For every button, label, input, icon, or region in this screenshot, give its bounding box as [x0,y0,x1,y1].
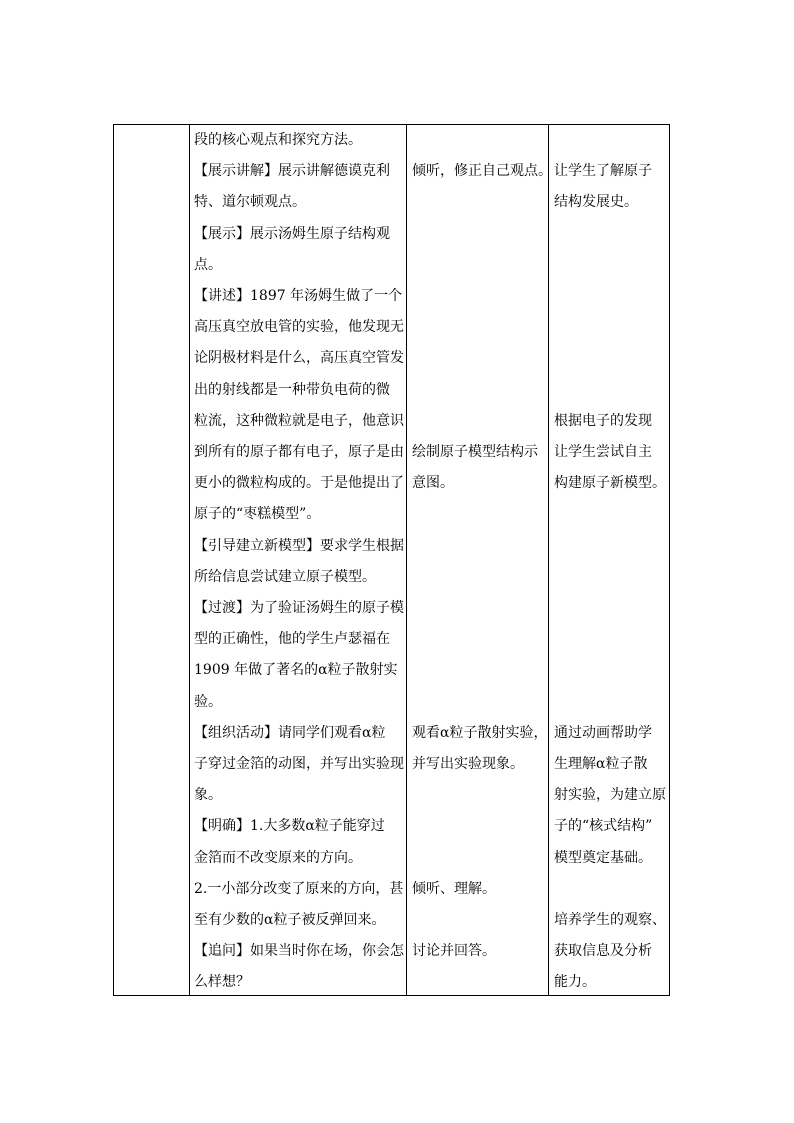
column-divider [548,125,549,995]
teacher-activity-line: 【展示】展示汤姆生原子结构观 [194,225,390,242]
teacher-activity-line: 出的射线都是一种带负电荷的微 [194,381,390,398]
column-divider [189,125,190,995]
teacher-activity-line: 【追问】如果当时你在场，你会怎 [194,943,404,960]
teacher-activity-line: 特、道尔顿观点。 [194,194,306,211]
student-activity-line: 意图。 [412,475,454,492]
design-intent-line: 根据电子的发现 [554,412,652,429]
teacher-activity-line: 【展示讲解】展示讲解德谟克利 [194,163,390,180]
design-intent-line: 能力。 [554,974,596,991]
column-divider [406,125,407,995]
teacher-activity-line: 金箔而不改变原来的方向。 [194,849,362,866]
student-activity-line: 绘制原子模型结构示 [412,444,538,460]
design-intent-line: 让学生尝试自主 [554,444,652,460]
design-intent-line: 让学生了解原子 [554,163,652,180]
design-intent-line: 结构发展史。 [554,194,638,211]
teacher-activity-line: 【组织活动】请同学们观看α粒 [194,724,386,741]
teacher-activity-line: 2.一小部分改变了原来的方向，甚 [194,880,404,897]
student-activity-line: 倾听、理解。 [412,880,496,897]
teacher-activity-line: 验。 [194,693,222,710]
teacher-activity-line: 【讲述】1897 年汤姆生做了一个 [194,288,403,304]
student-activity-line: 倾听，修正自己观点。 [412,163,552,180]
design-intent-line: 生理解α粒子散 [554,756,648,772]
teacher-activity-line: 到所有的原子都有电子，原子是由 [194,444,404,460]
student-activity-line: 讨论并回答。 [412,943,496,960]
design-intent-line: 射实验，为建立原 [554,787,666,804]
teacher-activity-line: 高压真空放电管的实验，他发现无 [194,319,404,336]
lesson-plan-table [113,124,670,996]
design-intent-line: 模型奠定基础。 [554,849,652,866]
design-intent-line: 子的“核式结构” [554,818,653,835]
teacher-activity-line: 粒流，这种微粒就是电子，他意识 [194,412,404,429]
teacher-activity-line: 【过渡】为了验证汤姆生的原子模 [194,600,404,616]
student-activity-line: 并写出实验现象。 [412,756,524,772]
teacher-activity-line: 么样想？ [194,974,250,991]
design-intent-line: 获取信息及分析 [554,943,652,960]
teacher-activity-line: 段的核心观点和探究方法。 [194,132,362,148]
teacher-activity-line: 点。 [194,256,222,273]
teacher-activity-line: 至有少数的α粒子被反弹回来。 [194,912,386,928]
teacher-activity-line: 原子的“枣糕模型”。 [194,506,321,523]
design-intent-line: 通过动画帮助学 [554,724,652,741]
teacher-activity-line: 型的正确性，他的学生卢瑟福在 [194,631,390,648]
teacher-activity-line: 【引导建立新模型】要求学生根据 [194,537,404,554]
teacher-activity-line: 所给信息尝试建立原子模型。 [194,568,376,585]
teacher-activity-line: 子穿过金箔的动图，并写出实验现 [194,756,404,772]
design-intent-line: 培养学生的观察、 [554,912,666,928]
student-activity-line: 观看α粒子散射实验， [412,724,548,741]
teacher-activity-line: 更小的微粒构成的。于是他提出了 [194,475,404,492]
teacher-activity-line: 象。 [194,787,222,804]
teacher-activity-line: 1909 年做了著名的α粒子散射实 [194,662,398,679]
teacher-activity-line: 【明确】1.大多数α粒子能穿过 [194,818,385,835]
teacher-activity-line: 论阴极材料是什么，高压真空管发 [194,350,404,367]
design-intent-line: 构建原子新模型。 [554,475,666,492]
